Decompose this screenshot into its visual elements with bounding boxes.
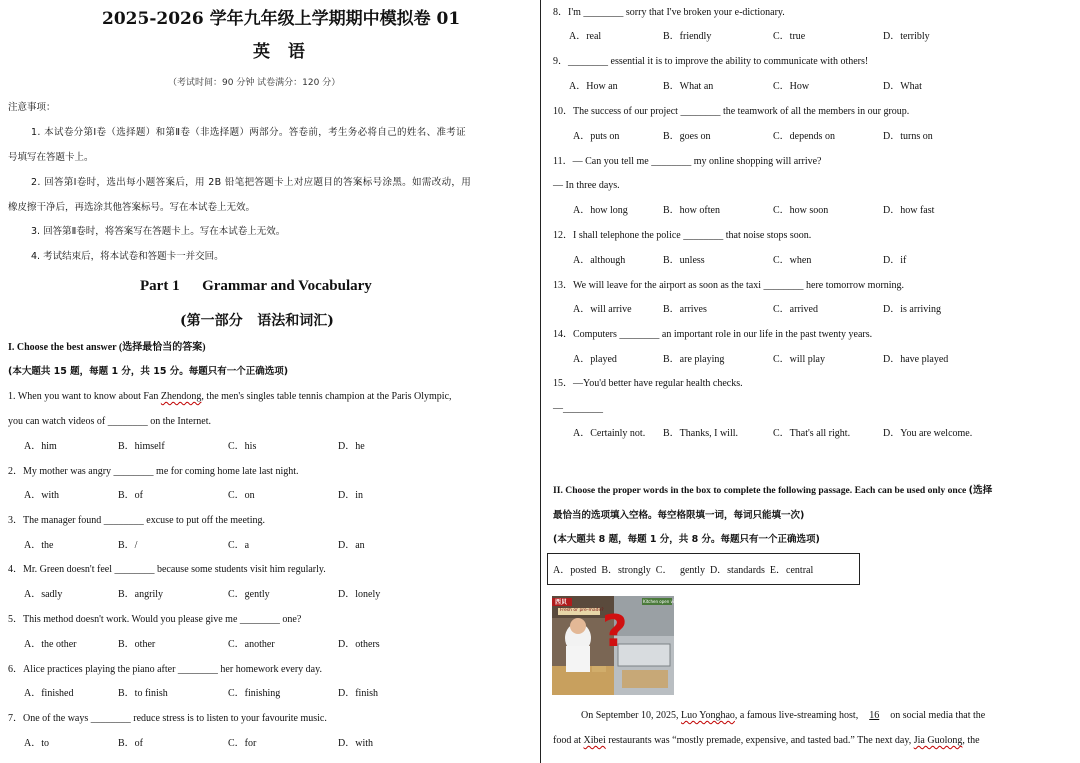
option[interactable]: A．finished <box>24 688 74 699</box>
section2-heading: II. Choose the proper words in the box to complete the following passage. Each can be used only once (选择 <box>553 485 993 496</box>
column-divider <box>540 0 541 763</box>
section2-subheading: (本大题共 8 题，每题 1 分，共 8 分。每题只有一个正确选项) <box>553 534 820 545</box>
option[interactable]: D．in <box>338 490 363 501</box>
option[interactable]: B．of <box>118 738 143 749</box>
photo-caption-right: Kitchen open view <box>643 599 680 604</box>
exam-info: （考试时间：90 分钟 试卷满分：120 分） <box>168 78 341 88</box>
part1-title: Part 1 Grammar and Vocabulary <box>140 278 372 294</box>
option[interactable]: C．will play <box>773 354 825 365</box>
option[interactable]: B．other <box>118 639 156 650</box>
option[interactable]: C．how soon <box>773 205 829 216</box>
option[interactable]: C．depends on <box>773 131 835 142</box>
notice-line: 橡皮擦干净后，再选涂其他答案标号。写在本试卷上无效。 <box>8 202 256 213</box>
notice-line: 1. 本试卷分第Ⅰ卷（选择题）和第Ⅱ卷（非选择题）两部分。答卷前，考生务必将自己的姓名、准考证 <box>31 127 467 138</box>
option[interactable]: C．arrived <box>773 304 818 315</box>
blank-16: 16 <box>869 710 880 721</box>
exam-title: 2025-2026 学年九年级上学期期中模拟卷 01 <box>102 9 461 29</box>
notice-line: 2. 回答第Ⅰ卷时，选出每小题答案后，用 2B 铅笔把答题卡上对应题目的答案标号涂黑。如需改动，用 <box>31 177 472 188</box>
question-7-text: 7．One of the ways ________ reduce stress is to listen to your favourite music. <box>8 713 327 724</box>
question-15-text-line2: —________ <box>553 403 603 414</box>
question-1-text: 1. When you want to know about Fan Zhendong, the men's singles table tennis champion at the Paris Olympic, <box>8 391 452 402</box>
option[interactable]: A．with <box>24 490 59 501</box>
option[interactable]: B．/ <box>118 540 138 551</box>
option[interactable]: B．unless <box>663 255 705 266</box>
option[interactable]: B．himself <box>118 441 165 452</box>
section2-heading-cn: 最恰当的选项填入空格。每空格限填一词，每词只能填一次) <box>553 510 805 521</box>
question-11-text: 11．— Can you tell me ________ my online shopping will arrive? <box>553 156 822 167</box>
option[interactable]: D．with <box>338 738 373 749</box>
passage-photo <box>552 596 680 695</box>
option[interactable]: D．others <box>338 639 380 650</box>
option[interactable]: B．friendly <box>663 31 712 42</box>
question-6-text: 6．Alice practices playing the piano after ________ her homework every day. <box>8 664 322 675</box>
option[interactable]: B．goes on <box>663 131 711 142</box>
option[interactable]: A．how long <box>573 205 628 216</box>
option[interactable]: A．although <box>573 255 626 266</box>
notice-line: 号填写在答题卡上。 <box>8 152 94 163</box>
option[interactable]: B．of <box>118 490 143 501</box>
notice-line: 4. 考试结束后，将本试卷和答题卡一并交回。 <box>31 251 224 262</box>
option[interactable]: D．finish <box>338 688 378 699</box>
passage-line-2: food at Xibei restaurants was “mostly premade, expensive, and tasted bad.” The next day, Jia Guolong, the <box>553 735 980 746</box>
option[interactable]: C．on <box>228 490 255 501</box>
section1-heading: I. Choose the best answer (选择最恰当的答案) <box>8 342 206 353</box>
option[interactable]: D．is arriving <box>883 304 942 315</box>
option[interactable]: A．the <box>24 540 54 551</box>
passage-line-1: On September 10, 2025, Luo Yonghao, a famous live-streaming host, 16 on social media that the <box>581 710 986 721</box>
option[interactable]: C．another <box>228 639 275 650</box>
option[interactable]: C．when <box>773 255 812 266</box>
option[interactable]: A．sadly <box>24 589 63 600</box>
word-box-options: A．posted B．strongly C． gently D．standards E．central <box>553 565 814 576</box>
option[interactable]: D．if <box>883 255 907 266</box>
option[interactable]: C．That's all right. <box>773 428 851 439</box>
option[interactable]: C．gently <box>228 589 270 600</box>
option[interactable]: A．played <box>573 354 617 365</box>
option[interactable]: D．lonely <box>338 589 381 600</box>
question-4-text: 4．Mr. Green doesn't feel ________ because some students visit him regularly. <box>8 564 326 575</box>
option[interactable]: D．turns on <box>883 131 933 142</box>
question-2-text: 2．My mother was angry ________ me for coming home late last night. <box>8 466 299 477</box>
option[interactable]: D．have played <box>883 354 949 365</box>
option[interactable]: A．puts on <box>573 131 620 142</box>
option[interactable]: D．an <box>338 540 365 551</box>
notice-line: 3. 回答第Ⅱ卷时，将答案写在答题卡上。写在本试卷上无效。 <box>31 226 286 237</box>
question-9-text: 9．________ essential it is to improve the ability to communicate with others! <box>553 56 869 67</box>
question-13-text: 13．We will leave for the airport as soon as the taxi ________ here tomorrow morning. <box>553 280 905 291</box>
section1-subheading: (本大题共 15 题，每题 1 分，共 15 分。每题只有一个正确选项) <box>8 366 289 377</box>
option[interactable]: D．What <box>883 81 922 92</box>
option[interactable]: D．terribly <box>883 31 930 42</box>
option[interactable]: C．a <box>228 540 250 551</box>
part1-title-cn: (第一部分 语法和词汇) <box>180 313 334 329</box>
option[interactable]: A．the other <box>24 639 77 650</box>
subject-title: 英 语 <box>253 42 311 62</box>
question-3-text: 3．The manager found ________ excuse to put off the meeting. <box>8 515 265 526</box>
question-12-text: 12．I shall telephone the police ________ that noise stops soon. <box>553 230 812 241</box>
question-14-text: 14．Computers ________ an important role in our life in the past twenty years. <box>553 329 873 340</box>
photo-caption-left: Fresh or pre-made? <box>560 608 604 613</box>
option[interactable]: A．him <box>24 441 57 452</box>
option[interactable]: D．he <box>338 441 365 452</box>
option[interactable]: B．arrives <box>663 304 707 315</box>
option[interactable]: B．are playing <box>663 354 725 365</box>
notice-heading: 注意事项： <box>8 102 56 113</box>
option[interactable]: C．for <box>228 738 257 749</box>
option[interactable]: D．You are welcome. <box>883 428 973 439</box>
option[interactable]: C．How <box>773 81 810 92</box>
option[interactable]: B．Thanks, I will. <box>663 428 738 439</box>
option[interactable]: D．how fast <box>883 205 935 216</box>
question-8-text: 8．I'm ________ sorry that I've broken your e-dictionary. <box>553 7 785 18</box>
option[interactable]: B．to finish <box>118 688 168 699</box>
question-11-text-line2: — In three days. <box>553 180 620 191</box>
photo-sign: 西贝 <box>555 599 568 606</box>
question-1-text-line2: you can watch videos of ________ on the Internet. <box>8 416 212 427</box>
question-mark-icon: ? <box>602 606 628 657</box>
option[interactable]: A．will arrive <box>573 304 632 315</box>
question-15-text: 15．—You'd better have regular health checks. <box>553 378 743 389</box>
option[interactable]: B．how often <box>663 205 720 216</box>
question-5-text: 5．This method doesn't work. Would you please give me ________ one? <box>8 614 302 625</box>
option[interactable]: A．Certainly not. <box>573 428 646 439</box>
option[interactable]: C．finishing <box>228 688 281 699</box>
option[interactable]: C．true <box>773 31 806 42</box>
option[interactable]: A．to <box>24 738 49 749</box>
option[interactable]: A．How an <box>569 81 618 92</box>
option[interactable]: C．his <box>228 441 257 452</box>
option[interactable]: B．angrily <box>118 589 163 600</box>
option[interactable]: B．What an <box>663 81 714 92</box>
option[interactable]: A．real <box>569 31 602 42</box>
question-10-text: 10．The success of our project ________ the teamwork of all the members in our group. <box>553 106 910 117</box>
